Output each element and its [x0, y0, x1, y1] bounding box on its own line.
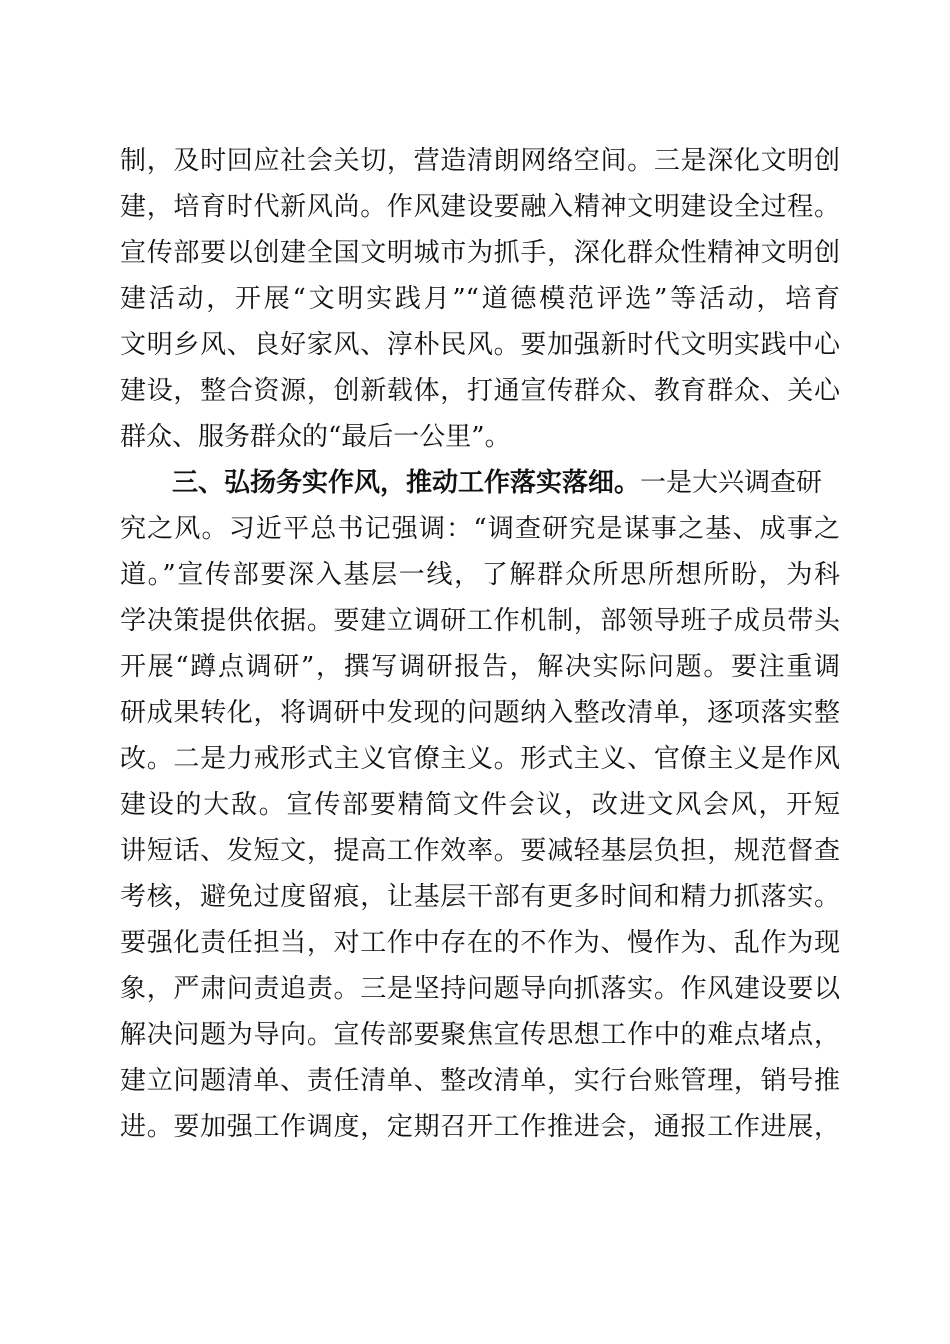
text-line: 考核，避免过度留痕，让基层干部有更多时间和精力抓落实。	[120, 882, 840, 912]
text-line: 进。要加强工作调度，定期召开工作推进会，通报工作进展，	[120, 1112, 840, 1142]
text-line: 道。”宣传部要深入基层一线，了解群众所思所想所盼，为科	[120, 560, 840, 590]
section-heading: 三、弘扬务实作风，推动工作落实落细。	[172, 468, 641, 498]
text-line: 研成果转化，将调研中发现的问题纳入整改清单，逐项落实整	[120, 698, 840, 728]
text-line: 宣传部要以创建全国文明城市为抓手，深化群众性精神文明创	[120, 238, 840, 268]
text-line: 建活动，开展“文明实践月”“道德模范评选”等活动，培育	[120, 284, 840, 314]
text-line: 象，严肃问责追责。三是坚持问题导向抓落实。作风建设要以	[120, 974, 840, 1004]
text-line: 群众、服务群众的“最后一公里”。	[120, 422, 511, 452]
paragraph-culture	[120, 138, 840, 460]
text-line: 学决策提供依据。要建立调研工作机制，部领导班子成员带头	[120, 606, 840, 636]
text-line: 建设的大敌。宣传部要精简文件会议，改进文风会风，开短	[120, 790, 840, 820]
text-line: 建设，整合资源，创新载体，打通宣传群众、教育群众、关心	[120, 376, 840, 406]
text-line: 文明乡风、良好家风、淳朴民风。要加强新时代文明实践中心	[120, 330, 840, 360]
text-line-first	[120, 460, 840, 506]
text-line: 究之风。习近平总书记强调：“调查研究是谋事之基、成事之	[120, 514, 840, 544]
text-line: 制，及时回应社会关切，营造清朗网络空间。三是深化文明创	[120, 146, 840, 176]
text-line: 开展“蹲点调研”，撰写调研报告，解决实际问题。要注重调	[120, 652, 840, 682]
text-line: 建，培育时代新风尚。作风建设要融入精神文明建设全过程。	[120, 192, 840, 222]
text-line: 建立问题清单、责任清单、整改清单，实行台账管理，销号推	[120, 1066, 840, 1096]
text-line: 讲短话、发短文，提高工作效率。要减轻基层负担，规范督查	[120, 836, 840, 866]
text-line: 解决问题为导向。宣传部要聚焦宣传思想工作中的难点堵点，	[120, 1020, 840, 1050]
text-line: 改。二是力戒形式主义官僚主义。形式主义、官僚主义是作风	[120, 744, 840, 774]
document-body	[120, 138, 840, 1150]
paragraph-pragmatic-style	[120, 460, 840, 1150]
heading-trailing-text: 一是大兴调查研	[640, 468, 823, 498]
text-line: 要强化责任担当，对工作中存在的不作为、慢作为、乱作为现	[120, 928, 840, 958]
